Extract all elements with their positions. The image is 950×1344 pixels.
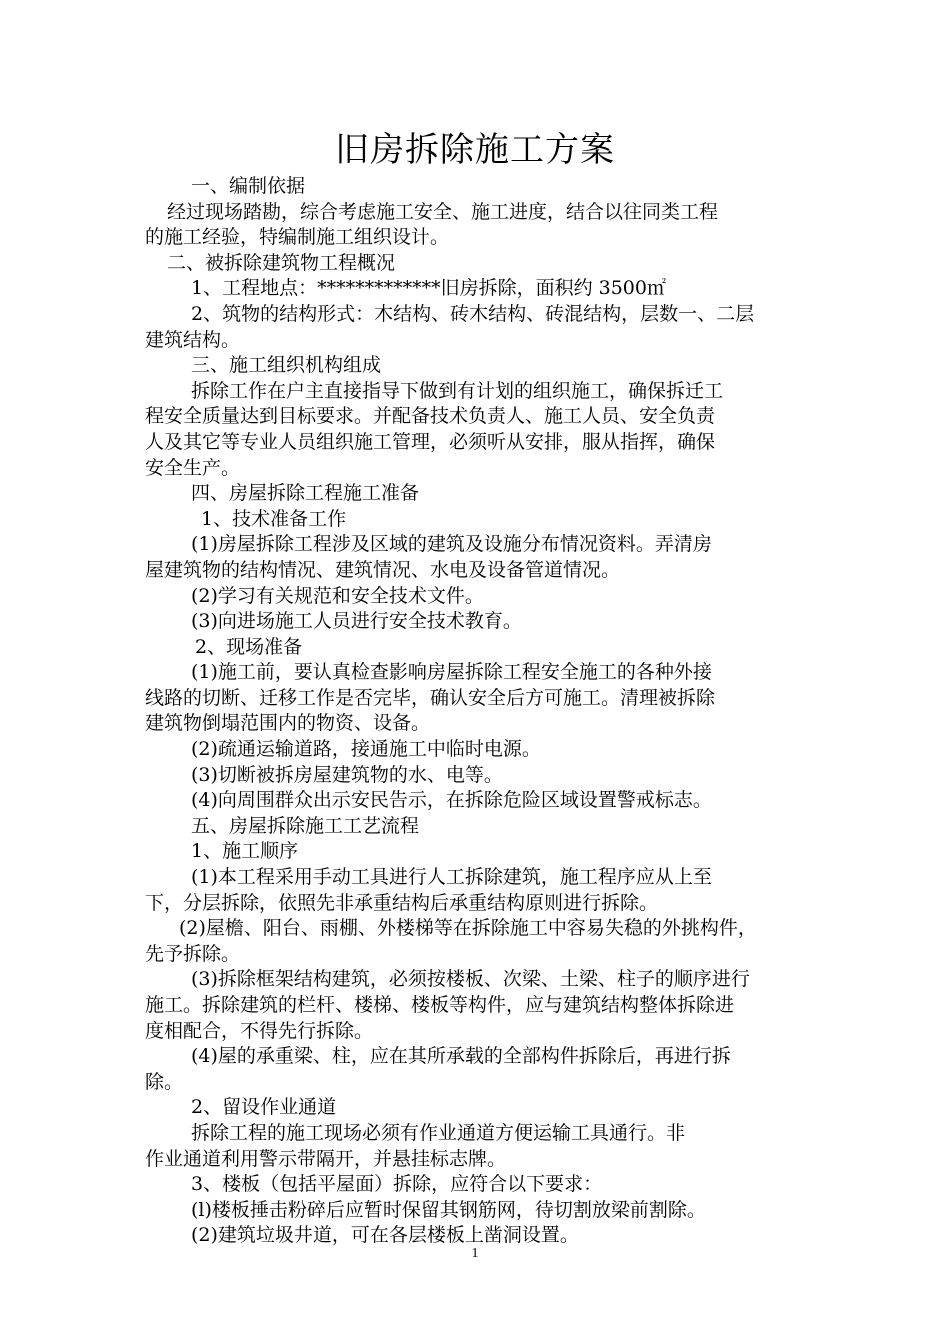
paragraph-line: 拆除工作在户主直接指导下做到有计划的组织施工，确保拆迁工	[191, 379, 724, 402]
paragraph-line: 建筑物倒塌范围内的物资、设备。	[145, 712, 431, 735]
paragraph-line: 1、工程地点：*************旧房拆除，面积约 3500㎡	[191, 277, 666, 300]
paragraph-line: (1)施工前，要认真检查影响房屋拆除工程安全施工的各种外接	[191, 661, 712, 684]
paragraph-line: (2)屋檐、阳台、雨棚、外楼梯等在拆除施工中容易失稳的外挑构件，	[179, 917, 757, 940]
page-number: 1	[471, 1246, 479, 1261]
paragraph-line: (3)切断被拆房屋建筑物的水、电等。	[191, 763, 503, 786]
paragraph-line: 拆除工程的施工现场必须有作业通道方便运输工具通行。非	[191, 1121, 686, 1144]
paragraph-line: 屋建筑物的结构情况、建筑情况、水电及设备管道情况。	[145, 558, 621, 581]
section-heading: 四、房屋拆除工程施工准备	[191, 482, 420, 505]
paragraph-line: 度相配合，不得先行拆除。	[145, 1019, 374, 1042]
document-title: 旧房拆除施工方案	[335, 130, 615, 170]
subsection-heading: 2、现场准备	[195, 635, 303, 658]
paragraph-line: (4)屋的承重梁、柱，应在其所承载的全部构件拆除后，再进行拆	[191, 1045, 731, 1068]
paragraph-line: 2、筑物的结构形式：木结构、砖木结构、砖混结构，层数一、二层	[191, 302, 755, 325]
paragraph-line: 下，分层拆除，依照先非承重结构后承重结构原则进行拆除。	[145, 891, 659, 914]
paragraph-line: 程安全质量达到目标要求。并配备技术负责人、施工人员、安全负责	[145, 405, 716, 428]
paragraph-line: (4)向周围群众出示安民告示，在拆除危险区域设置警戒标志。	[191, 789, 712, 812]
section-heading: 二、被拆除建筑物工程概况	[167, 251, 396, 274]
paragraph-line: 线路的切断、迁移工作是否完毕，确认安全后方可施工。清理被拆除	[145, 686, 716, 709]
subsection-heading: 2、留设作业通道	[191, 1096, 337, 1119]
paragraph-line: 的施工经验，特编制施工组织设计。	[145, 226, 450, 249]
paragraph-line: 先予拆除。	[145, 942, 241, 965]
paragraph-line: (3)拆除框架结构建筑，必须按楼板、次梁、土梁、柱子的顺序进行	[191, 968, 750, 991]
paragraph-line: 建筑结构。	[145, 328, 241, 351]
paragraph-line: (2)疏通运输道路，接通施工中临时电源。	[191, 738, 541, 761]
paragraph-line: 安全生产。	[145, 456, 241, 479]
subsection-heading: 1、施工顺序	[191, 840, 299, 863]
paragraph-line: (l)楼板捶击粉碎后应暂时保留其钢筋网，待切割放梁前割除。	[191, 1198, 706, 1221]
subsection-heading: 1、技术准备工作	[201, 507, 347, 530]
paragraph-line: (1)房屋拆除工程涉及区域的建筑及设施分布情况资料。弄清房	[191, 533, 712, 556]
paragraph-line: 作业通道利用警示带隔开，并悬挂标志牌。	[145, 1147, 507, 1170]
paragraph-line: (3)向进场施工人员进行安全技术教育。	[191, 610, 522, 633]
section-heading: 三、施工组织机构组成	[191, 354, 382, 377]
paragraph-line: (1)本工程采用手动工具进行人工拆除建筑，施工程序应从上至	[191, 866, 712, 889]
paragraph-line: (2)建筑垃圾井道，可在各层楼板上凿洞设置。	[191, 1224, 579, 1247]
section-heading: 五、房屋拆除施工工艺流程	[191, 814, 420, 837]
paragraph-line: 经过现场踏勘，综合考虑施工安全、施工进度，结合以往同类工程	[167, 200, 719, 223]
subsection-heading: 3、楼板（包括平屋面）拆除，应符合以下要求：	[191, 1173, 603, 1196]
paragraph-line: 除。	[145, 1070, 184, 1093]
section-heading: 一、编制依据	[191, 175, 306, 197]
document-body	[145, 174, 813, 1249]
paragraph-line: 人及其它等专业人员组织施工管理，必须听从安排，服从指挥，确保	[145, 430, 716, 453]
paragraph-line: (2)学习有关规范和安全技术文件。	[191, 584, 484, 607]
paragraph-line: 施工。拆除建筑的栏杆、楼梯、楼板等构件，应与建筑结构整体拆除进	[145, 994, 735, 1016]
